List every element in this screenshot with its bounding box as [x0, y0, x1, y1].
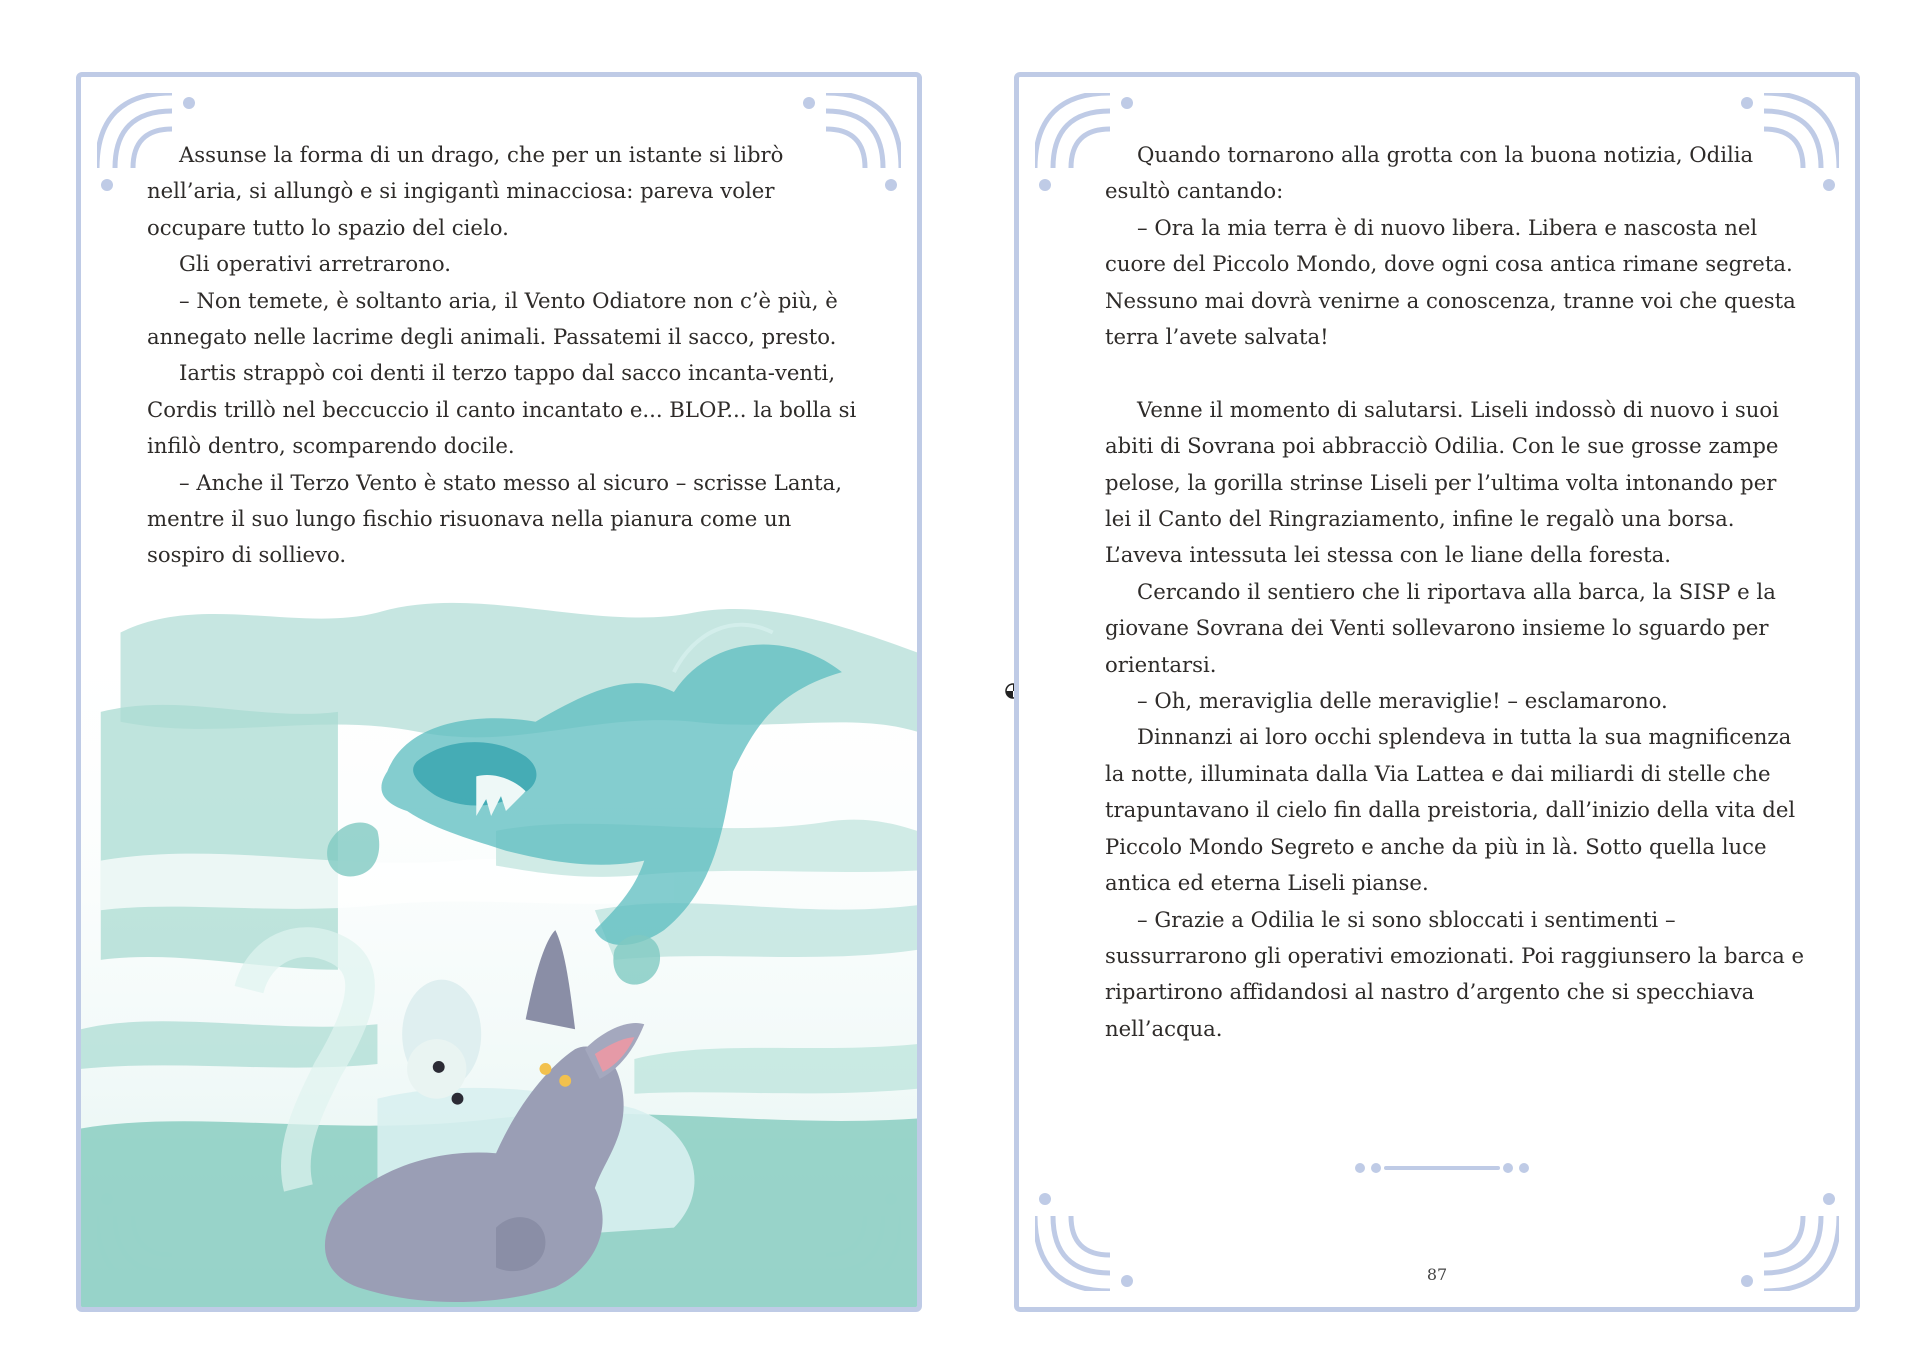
- paragraph: Dinnanzi ai loro occhi splendeva in tutta la sua magnificenza la notte, illuminata dalla Via Lattea e dai miliardi di stelle che trapuntavano il cielo fin dalla preistoria, dall’inizio della vita del Piccolo Mondo Segreto e anche da più in là. Sotto quella luce antica ed eterna Liseli pianse.: [1105, 724, 1796, 896]
- right-page: [1014, 72, 1860, 1312]
- paragraph: Quando tornarono alla grotta con la buona notizia, Odilia esultò cantando:: [1105, 142, 1754, 204]
- left-page-text: [147, 137, 872, 574]
- page-number: 87: [1426, 1265, 1448, 1284]
- section-divider-ornament: [1354, 1162, 1530, 1174]
- paragraph: Cercando il sentiero che li riportava alla barca, la SISP e la giovane Sovrana dei Venti sollevarono insieme lo sguardo per orientarsi.: [1105, 578, 1776, 677]
- paragraph: – Anche il Terzo Vento è stato messo al sicuro – scrisse Lanta, mentre il suo lungo fischio risuonava nella pianura come un sospiro di sollievo.: [147, 469, 843, 568]
- paragraph: Iartis strappò coi denti il terzo tappo dal sacco incanta-venti, Cordis trillò nel beccuccio il canto incantato e... BLOP... la bolla si infilò dentro, scomparendo docile.: [147, 360, 857, 459]
- paragraph: – Non temete, è soltanto aria, il Vento Odiatore non c’è più, è annegato nelle lacrime degli animali. Passatemi il sacco, presto.: [147, 287, 838, 350]
- right-page-text: [1105, 137, 1805, 1047]
- paragraph: Gli operativi arretrarono.: [179, 251, 451, 277]
- paragraph: Venne il momento di salutarsi. Liseli indossò di nuovo i suoi abiti di Sovrana poi abbracciò Odilia. Con le sue grosse zampe pelose, la gorilla strinse Liseli per l’ultima volta intonando per lei il Canto del Ringraziamento, infine le regalò una borsa. L’aveva intessuta lei stessa con le liane della foresta.: [1105, 396, 1779, 568]
- paragraph: Assunse la forma di un drago, che per un istante si librò nell’aria, si allungò e si ingigantì minacciosa: pareva voler occupare tutto lo spazio del cielo.: [147, 142, 784, 240]
- paragraph: – Grazie a Odilia le si sono sbloccati i sentimenti – sussurrarono gli operativi emozionati. Poi raggiunsero la barca e ripartirono affidandosi al nastro d’argento che si specchiava nell’acqua.: [1105, 906, 1805, 1041]
- left-page: [76, 72, 922, 1312]
- paragraph: – Ora la mia terra è di nuovo libera. Libera e nascosta nel cuore del Piccolo Mondo, dove ogni cosa antica rimane segreta. Nessuno mai dovrà venirne a conoscenza, tranne voi che questa terra l’avete salvata!: [1105, 214, 1796, 350]
- paragraph: – Oh, meraviglia delle meraviglie! – esclamarono.: [1137, 688, 1668, 714]
